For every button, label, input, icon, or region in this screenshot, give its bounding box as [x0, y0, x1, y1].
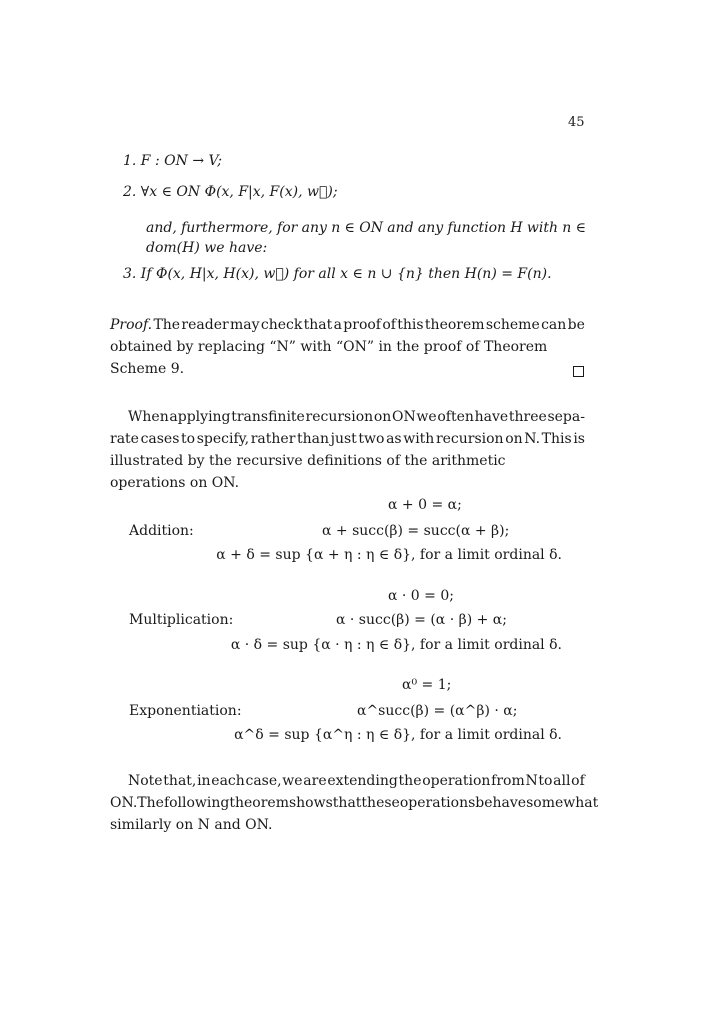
multiplication-label: Multiplication: [129, 612, 234, 628]
word: a [333, 317, 342, 333]
word: operation [422, 773, 491, 789]
paragraph-line-1 [110, 406, 585, 428]
word: recursion [435, 431, 504, 447]
word: scheme [485, 317, 540, 333]
word: can [541, 317, 567, 333]
word: The [137, 795, 164, 811]
addition-label: Addition: [129, 523, 194, 539]
theorem-item-3: 3. If Φ(x, H|x, H(x), w⃗) for all x ∈ n ∪ {n} then H(n) = F(n). [123, 266, 552, 282]
word: with [403, 431, 435, 447]
paragraph-line-3: similarly on N and ON. [110, 817, 273, 833]
qed-box-icon [573, 366, 584, 377]
word: on [505, 431, 523, 447]
word: of [382, 317, 396, 333]
exponentiation-equation-3: α^δ = sup {α^η : η ∈ δ}, for a limit ordinal δ. [234, 727, 562, 743]
exponentiation-label: Exponentiation: [129, 703, 242, 719]
theorem-continuation [146, 218, 586, 258]
word: of [571, 773, 585, 789]
word: following [163, 795, 230, 811]
word: When [128, 409, 169, 425]
word: Note [128, 773, 163, 789]
word: ON. [110, 795, 138, 811]
addition-equation-1: α + 0 = α; [388, 497, 462, 513]
word: to [538, 773, 553, 789]
word: to [181, 431, 196, 447]
proof-paragraph [110, 314, 585, 380]
word: N. [524, 431, 541, 447]
word: with [526, 220, 558, 236]
theorem-item-1: 1. F : ON → V; [123, 153, 222, 169]
word: ON [359, 220, 383, 236]
word: check [260, 317, 303, 333]
proof-line-2: obtained by replacing “N” with “ON” in the proof of Theorem Scheme 9. [110, 339, 548, 377]
word: in [197, 773, 211, 789]
proof-label: Proof. [110, 317, 153, 333]
word: theorem [229, 795, 289, 811]
page-number: 45 [568, 115, 585, 130]
word: This [541, 431, 572, 447]
word: cases [140, 431, 180, 447]
word: furthermore, [181, 220, 273, 236]
word: is [573, 431, 585, 447]
word: rather [250, 431, 296, 447]
word: on [373, 409, 392, 425]
word: each [211, 773, 245, 789]
word: three [508, 409, 547, 425]
word: from [491, 773, 525, 789]
theorem-item-2: 2. ∀x ∈ ON Φ(x, F|x, F(x), w⃗); [123, 184, 338, 200]
continuation-line-1 [146, 218, 586, 238]
proof-line-1 [110, 314, 585, 336]
word: theorem [424, 317, 485, 333]
word: these [361, 795, 400, 811]
word: and [387, 220, 414, 236]
word: ∈ [344, 220, 355, 236]
word: that, [163, 773, 197, 789]
recursion-paragraph [110, 406, 585, 494]
word: recursion [305, 409, 374, 425]
word: case, [245, 773, 282, 789]
word: all [553, 773, 571, 789]
word: just [330, 431, 357, 447]
word: ∈ [575, 220, 586, 236]
word: that [332, 795, 362, 811]
word: n [331, 220, 341, 236]
word: than [297, 431, 330, 447]
paragraph-line-2 [110, 428, 585, 450]
word: The [153, 317, 181, 333]
word: for [277, 220, 298, 236]
word: proof [343, 317, 381, 333]
addition-equation-3: α + δ = sup {α + η : η ∈ δ}, for a limit ordinal δ. [216, 547, 562, 563]
multiplication-equation-3: α · δ = sup {α · η : η ∈ δ}, for a limit ordinal δ. [230, 637, 562, 653]
word: are [303, 773, 327, 789]
word: two [358, 431, 385, 447]
word: this [397, 317, 424, 333]
multiplication-equation-2: α · succ(β) = (α · β) + α; [336, 612, 507, 628]
word: extending [327, 773, 398, 789]
exponentiation-equation-2: α^succ(β) = (α^β) · α; [357, 703, 518, 719]
word: any [417, 220, 444, 236]
closing-paragraph [110, 770, 599, 836]
word: specify, [196, 431, 250, 447]
word: have [474, 409, 509, 425]
word: H [510, 220, 523, 236]
word: operations [399, 795, 476, 811]
paragraph-line-1 [110, 770, 585, 792]
addition-equation-2: α + succ(β) = succ(α + β); [322, 523, 510, 539]
word: N [525, 773, 538, 789]
paragraph-line-2 [110, 792, 599, 814]
word: function [447, 220, 507, 236]
word: reader [181, 317, 229, 333]
word: behave [475, 795, 527, 811]
paragraph-line-3: illustrated by the recursive definitions of the arithmetic operations on ON. [110, 453, 506, 491]
word: we [282, 773, 303, 789]
word: the [398, 773, 422, 789]
word: applying [169, 409, 231, 425]
exponentiation-equation-1: α⁰ = 1; [402, 677, 452, 693]
continuation-line-2: dom(H) we have: [146, 240, 268, 256]
word: sepa- [547, 409, 585, 425]
word: rate [110, 431, 139, 447]
word: often [437, 409, 474, 425]
word: may [230, 317, 260, 333]
word: and, [146, 220, 177, 236]
word: ON [391, 409, 416, 425]
word: transfinite [231, 409, 305, 425]
word: that [303, 317, 333, 333]
word: somewhat [526, 795, 599, 811]
multiplication-equation-1: α · 0 = 0; [388, 588, 454, 604]
word: we [416, 409, 437, 425]
word: any [301, 220, 327, 236]
word: be [567, 317, 585, 333]
word: as [386, 431, 402, 447]
word: n [562, 220, 572, 236]
word: shows [288, 795, 333, 811]
